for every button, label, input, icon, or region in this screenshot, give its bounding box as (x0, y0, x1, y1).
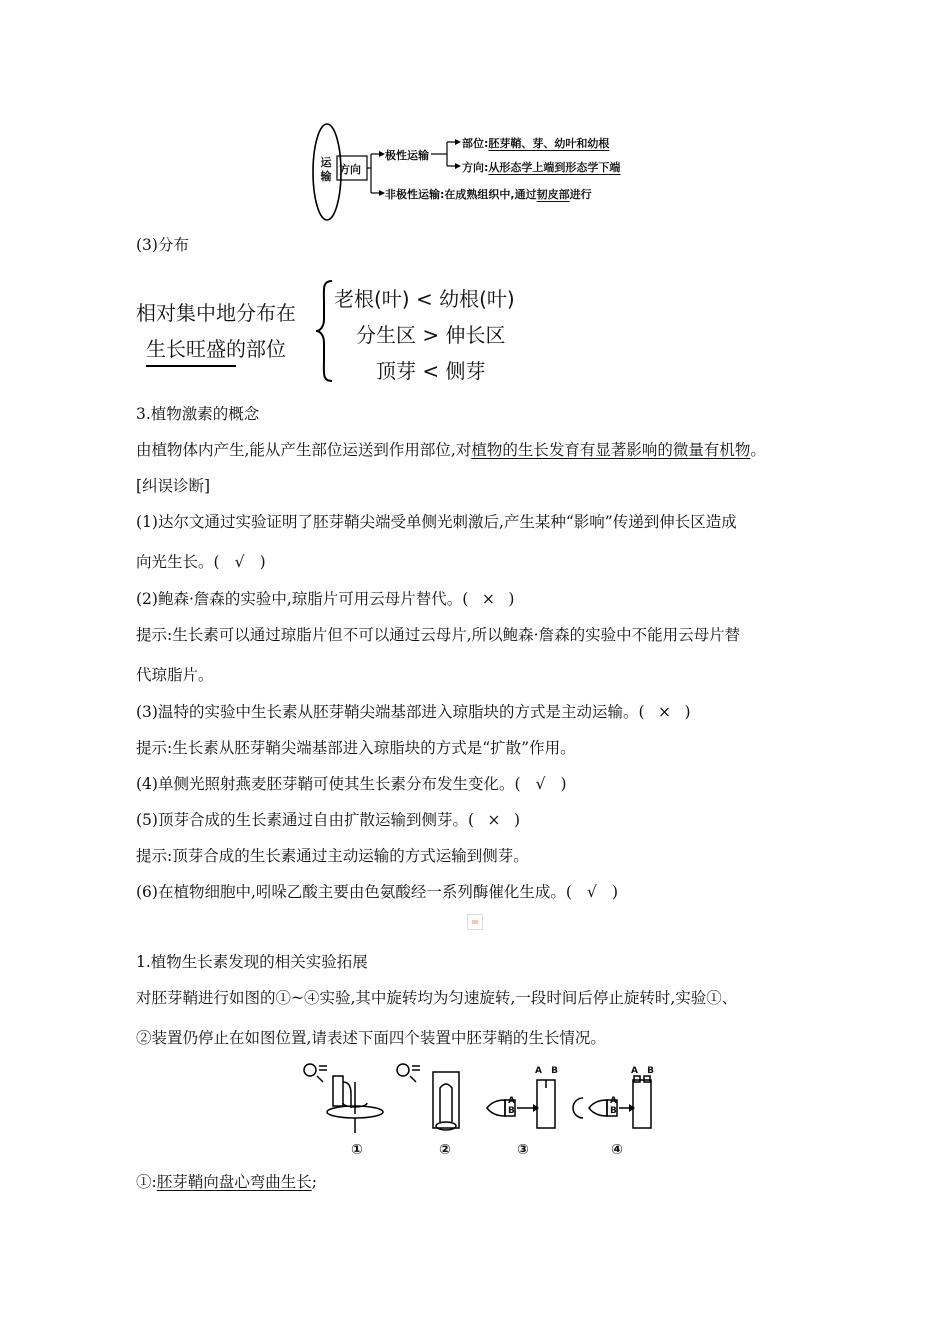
diagnosis-heading: [纠误诊断] (136, 477, 211, 495)
fig-label-4: ④ (611, 1142, 623, 1158)
letter-b: B (610, 1106, 617, 1116)
experiment-heading: 1.植物生长素发现的相关实验拓展 (136, 953, 368, 971)
nonpolar-suffix: 进行 (569, 188, 592, 201)
concept-text-underlined: 植物的生长发育有显著影响的微量有机物 (471, 441, 751, 459)
cross-mark-icon: × (487, 811, 501, 829)
experiment-figure (295, 1058, 675, 1163)
diagnosis-item3 (136, 701, 691, 723)
close-paren: ) (259, 553, 266, 571)
fig3-top-letters (535, 1066, 561, 1076)
letter-b: B (551, 1066, 561, 1076)
diagnosis-item1-line1: (1)达尔文通过实验证明了胚芽鞘尖端受单侧光刺激后,产生某种“影响”传递到伸长区造成 (136, 513, 737, 531)
fig4-top-letters (631, 1066, 657, 1076)
concept-text (136, 439, 766, 461)
distribution-row2: 分生区 > 伸长区 (356, 323, 506, 347)
letter-a: A (508, 1096, 515, 1106)
distribution-underline (146, 365, 236, 367)
cross-mark-icon: × (658, 703, 672, 721)
distribution-row1: 老根(叶) < 幼根(叶) (334, 287, 515, 311)
diagnosis-hint5: 提示:顶芽合成的生长素通过主动运输的方式运输到侧芽。 (136, 847, 529, 865)
check-mark-icon: √ (535, 775, 546, 793)
distribution-left-line1: 相对集中地分布在 (136, 301, 296, 325)
item3-text: (3)温特的实验中生长素从胚芽鞘尖端基部进入琼脂块的方式是主动运输。( (136, 703, 645, 721)
item5-text: (5)顶芽合成的生长素通过自由扩散运输到侧芽。( (136, 811, 475, 829)
diagnosis-hint3: 提示:生长素从胚芽鞘尖端基部进入琼脂块的方式是“扩散”作用。 (136, 739, 576, 757)
transport-root-label: 运输 (320, 156, 332, 183)
answer1-underlined: 胚芽鞘向盘心弯曲生长 (156, 1173, 312, 1191)
concept-text-suffix: 。 (750, 441, 766, 459)
curly-brace-icon (314, 279, 336, 383)
direction-value: 从形态学上端到形态学下端 (488, 161, 621, 174)
diagnosis-hint2-line2: 代琼脂片。 (136, 666, 214, 684)
letter-a: A (631, 1066, 641, 1076)
letter-a: A (610, 1096, 617, 1106)
distribution-block (136, 275, 556, 385)
close-paren: ) (508, 590, 515, 608)
transport-diagram (305, 120, 665, 230)
diagnosis-item4 (136, 773, 567, 795)
close-paren: ) (684, 703, 691, 721)
cross-mark-icon: × (481, 590, 495, 608)
letter-b: B (647, 1066, 657, 1076)
diagnosis-hint2-line1: 提示:生长素可以通过琼脂片但不可以通过云母片,所以鲍森·詹森的实验中不能用云母片替 (136, 626, 741, 644)
distribution-row3: 顶芽 < 侧芽 (376, 359, 486, 383)
section-distribution-heading: (3)分布 (136, 236, 189, 254)
letter-a: A (535, 1066, 545, 1076)
close-paren: ) (514, 811, 521, 829)
diagnosis-item1-line2 (136, 551, 266, 573)
item2-text: (2)鲍森·詹森的实验中,琼脂片可用云母片替代。( (136, 590, 469, 608)
direction-label: 方向: (462, 161, 489, 174)
site-value: 胚芽鞘、芽、幼叶和幼根 (488, 137, 610, 150)
experiment-answer1 (136, 1171, 317, 1193)
diagnosis-item6 (136, 881, 618, 903)
experiment-text-line1: 对胚芽鞘进行如图的①~④实验,其中旋转均为匀速旋转,一段时间后停止旋转时,实验①、 (136, 989, 738, 1007)
check-mark-icon: √ (234, 553, 245, 571)
fig3-side-letters (508, 1096, 515, 1116)
letter-b: B (508, 1106, 515, 1116)
site-label: 部位: (462, 137, 489, 150)
fig4-side-letters (610, 1096, 617, 1116)
fig-label-2: ② (439, 1142, 451, 1158)
item1-text: 向光生长。( (136, 553, 220, 571)
nonpolar-prefix: 非极性运输:在成熟组织中,通过 (385, 188, 537, 201)
answer1-prefix: ①: (136, 1173, 157, 1191)
polar-transport-label: 极性运输 (385, 149, 429, 162)
fig-label-1: ① (351, 1142, 363, 1158)
distribution-left-line2: 生长旺盛的部位 (146, 337, 286, 361)
answer1-suffix: ; (311, 1173, 317, 1191)
concept-heading: 3.植物激素的概念 (136, 405, 260, 423)
fig-label-3: ③ (517, 1142, 529, 1158)
concept-text-prefix: 由植物体内产生,能从产生部位运送到作用部位,对 (136, 441, 472, 459)
item6-text: (6)在植物细胞中,吲哚乙酸主要由色氨酸经一系列酶催化生成。( (136, 883, 572, 901)
nonpolar-tissue: 韧皮部 (536, 188, 570, 201)
diagnosis-item5 (136, 809, 520, 831)
experiment-text-line2: ②装置仍停止在如图位置,请表述下面四个装置中胚芽鞘的生长情况。 (136, 1029, 606, 1047)
item4-text: (4)单侧光照射燕麦胚芽鞘可使其生长素分布发生变化。( (136, 775, 521, 793)
check-mark-icon: √ (586, 883, 597, 901)
image-placeholder-icon (467, 914, 483, 930)
transport-branch-label: 方向 (339, 163, 361, 176)
diagnosis-item2 (136, 588, 514, 610)
close-paren: ) (611, 883, 618, 901)
close-paren: ) (560, 775, 567, 793)
experiment-figure-drawing (295, 1058, 675, 1138)
